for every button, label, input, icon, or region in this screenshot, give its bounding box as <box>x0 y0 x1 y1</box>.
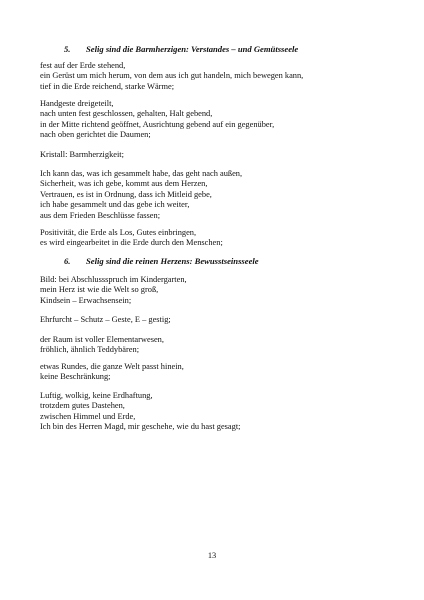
text-line: mein Herz ist wie die Welt so groß, <box>40 285 159 295</box>
text-line: keine Beschränkung; <box>40 372 111 382</box>
text-line: tief in die Erde reichend, starke Wärme; <box>40 81 175 91</box>
section-6-heading <box>40 256 259 267</box>
section-5-paragraph-3 <box>40 150 124 160</box>
section-6-number: 6. <box>64 256 71 266</box>
section-5-heading <box>40 44 298 55</box>
text-line: Ich bin des Herren Magd, mir geschehe, wie du hast gesagt; <box>40 422 241 432</box>
section-6-paragraph-2 <box>40 315 171 325</box>
section-5-paragraph-2 <box>40 99 274 141</box>
text-line: Positivität, die Erde als Los, Gutes einbringen, <box>40 228 197 237</box>
text-line: in der Mitte richtend geöffnet, Ausrichtung gebend auf ein gegenüber, <box>40 119 275 129</box>
section-5-paragraph-4 <box>40 169 242 221</box>
text-line: aus dem Frieden Beschlüsse fassen; <box>40 210 161 220</box>
text-line: Handgeste dreigeteilt, <box>40 99 114 108</box>
text-line: der Raum ist voller Elementarwesen, <box>40 335 164 344</box>
text-line: Ehrfurcht – Schutz – Geste, E – gestig; <box>40 315 171 324</box>
text-line: Vertrauen, es ist in Ordnung, dass ich Mitleid gebe, <box>40 189 212 199</box>
section-6-paragraph-1 <box>40 275 187 306</box>
section-6-paragraph-4 <box>40 362 184 383</box>
text-line: nach oben gerichtet die Daumen; <box>40 130 151 140</box>
section-6-paragraph-5 <box>40 391 240 433</box>
section-5-paragraph-5 <box>40 228 223 249</box>
text-line: Bild: bei Abschlussspruch im Kindergarten, <box>40 275 187 284</box>
text-line: Sicherheit, was ich gebe, kommt aus dem Herzen, <box>40 179 208 189</box>
text-line: fröhlich, ähnlich Teddybären; <box>40 345 140 355</box>
text-line: zwischen Himmel und Erde, <box>40 411 136 421</box>
section-6-title: Selig sind die reinen Herzens: Bewusstseinsseele <box>86 256 259 266</box>
text-line: nach unten fest geschlossen, gehalten, Halt gebend, <box>40 109 213 119</box>
section-6-paragraph-3 <box>40 335 164 356</box>
text-line: ein Gerüst um mich herum, von dem aus ich gut handeln, mich bewegen kann, <box>40 71 304 81</box>
text-line: trotzdem gutes Dastehen, <box>40 401 125 411</box>
text-line: es wird eingearbeitet in die Erde durch den Menschen; <box>40 238 223 248</box>
section-5-number: 5. <box>64 44 71 54</box>
text-line: Ich kann das, was ich gesammelt habe, das geht nach außen, <box>40 169 243 178</box>
text-line: Kristall: Barmherzigkeit; <box>40 150 124 159</box>
section-5-title: Selig sind die Barmherzigen: Verstandes – und Gemütsseele <box>86 44 299 54</box>
text-line: Kindsein – Erwachsensein; <box>40 295 132 305</box>
section-5-paragraph-1 <box>40 61 303 92</box>
text-line: ich habe gesammelt und das gebe ich weiter, <box>40 200 190 210</box>
text-line: Luftig, wolkig, keine Erdhaftung, <box>40 391 153 400</box>
page-number: 13 <box>207 551 217 560</box>
text-line: etwas Rundes, die ganze Welt passt hinein, <box>40 362 184 371</box>
text-line: fest auf der Erde stehend, <box>40 61 126 70</box>
